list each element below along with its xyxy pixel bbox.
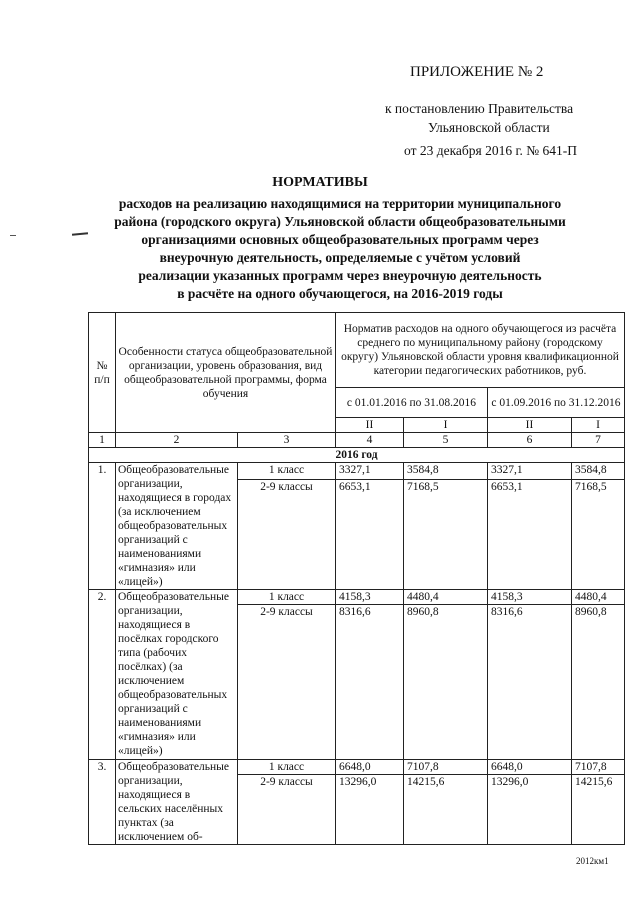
subtitle-line: внеурочную деятельность, определяемые с учётом условий	[159, 250, 521, 265]
appendix-label: ПРИЛОЖЕНИЕ № 2	[410, 64, 544, 80]
year-row: 2016 год	[89, 448, 625, 463]
value-cell: 13296,0	[336, 775, 404, 845]
value-cell: 7168,5	[572, 479, 625, 589]
header-category-2: II	[488, 418, 572, 433]
grade-level: 1 класс	[238, 760, 336, 775]
subtitle-line: расходов на реализацию находящимися на территории муниципального	[118, 196, 562, 211]
value-cell: 13296,0	[488, 775, 572, 845]
header-category-2: II	[336, 418, 404, 433]
table-row	[89, 590, 625, 605]
grade-level: 1 класс	[238, 463, 336, 480]
column-index: 7	[572, 433, 625, 448]
column-index: 2	[116, 433, 238, 448]
subtitle-line: организациями основных общеобразовательных программ через	[141, 232, 539, 247]
row-description: Общеобразовательные организации, находящиеся в посёлках городского типа (рабочих посёлках) (за исключением общеобразовательных организаций с наименованиями «гимназия» или «лицей»)	[116, 590, 238, 760]
row-number: 1.	[89, 463, 116, 590]
grade-level: 2-9 классы	[238, 479, 336, 589]
resolution-line-3: от 23 декабря 2016 г. № 641-П	[404, 143, 578, 158]
column-index: 3	[238, 433, 336, 448]
resolution-line-2: Ульяновской области	[428, 120, 550, 135]
subtitle-line: в расчёте на одного обучающегося, на 2016-2019 годы	[177, 286, 503, 301]
header-norm: Норматив расходов на одного обучающегося из расчёта среднего по муниципальному району (городскому округу) Ульяновской области уровня квалификационной категории педагогических работников, руб.	[336, 313, 625, 388]
grade-level: 1 класс	[238, 590, 336, 605]
norms-table	[88, 312, 625, 845]
header-period-1: с 01.01.2016 по 31.08.2016	[336, 388, 488, 418]
header-category-1: I	[404, 418, 488, 433]
value-cell: 8316,6	[336, 605, 404, 760]
document-subtitle	[60, 195, 620, 303]
grade-level: 2-9 классы	[238, 775, 336, 845]
row-number: 2.	[89, 590, 116, 760]
value-cell: 8960,8	[404, 605, 488, 760]
value-cell: 4158,3	[488, 590, 572, 605]
header-features: Особенности статуса общеобразовательной организации, уровень образования, вид общеобразовательной программы, форма обучения	[116, 313, 336, 433]
value-cell: 3327,1	[488, 463, 572, 480]
value-cell: 6648,0	[336, 760, 404, 775]
value-cell: 3584,8	[572, 463, 625, 480]
resolution-line-1: к постановлению Правительства	[385, 101, 574, 116]
grade-level: 2-9 классы	[238, 605, 336, 760]
header-period-2: с 01.09.2016 по 31.12.2016	[488, 388, 625, 418]
header-num: № п/п	[89, 313, 116, 433]
column-index: 1	[89, 433, 116, 448]
subtitle-line: реализации указанных программ через внеурочную деятельность	[138, 268, 542, 283]
value-cell: 4480,4	[404, 590, 488, 605]
column-index: 4	[336, 433, 404, 448]
table-row	[89, 760, 625, 775]
table-row	[89, 463, 625, 480]
value-cell: 14215,6	[404, 775, 488, 845]
value-cell: 8316,6	[488, 605, 572, 760]
value-cell: 8960,8	[572, 605, 625, 760]
value-cell: 4158,3	[336, 590, 404, 605]
footer-code: 2012км1	[576, 856, 609, 866]
value-cell: 7168,5	[404, 479, 488, 589]
value-cell: 6653,1	[336, 479, 404, 589]
value-cell: 14215,6	[572, 775, 625, 845]
value-cell: 6653,1	[488, 479, 572, 589]
value-cell: 7107,8	[404, 760, 488, 775]
header-category-1: I	[572, 418, 625, 433]
value-cell: 7107,8	[572, 760, 625, 775]
value-cell: 4480,4	[572, 590, 625, 605]
row-description: Общеобразовательные организации, находящиеся в сельских населённых пунктах (за исключением об-	[116, 760, 238, 845]
row-description: Общеобразовательные организации, находящиеся в городах (за исключением общеобразовательных организаций с наименованиями «гимназия» или «лицей»)	[116, 463, 238, 590]
value-cell: 3327,1	[336, 463, 404, 480]
value-cell: 6648,0	[488, 760, 572, 775]
subtitle-line: района (городского округа) Ульяновской области общеобразовательными	[114, 214, 566, 229]
value-cell: 3584,8	[404, 463, 488, 480]
column-index: 6	[488, 433, 572, 448]
column-index: 5	[404, 433, 488, 448]
margin-mark	[10, 235, 16, 236]
row-number: 3.	[89, 760, 116, 845]
document-title: НОРМАТИВЫ	[272, 175, 368, 190]
